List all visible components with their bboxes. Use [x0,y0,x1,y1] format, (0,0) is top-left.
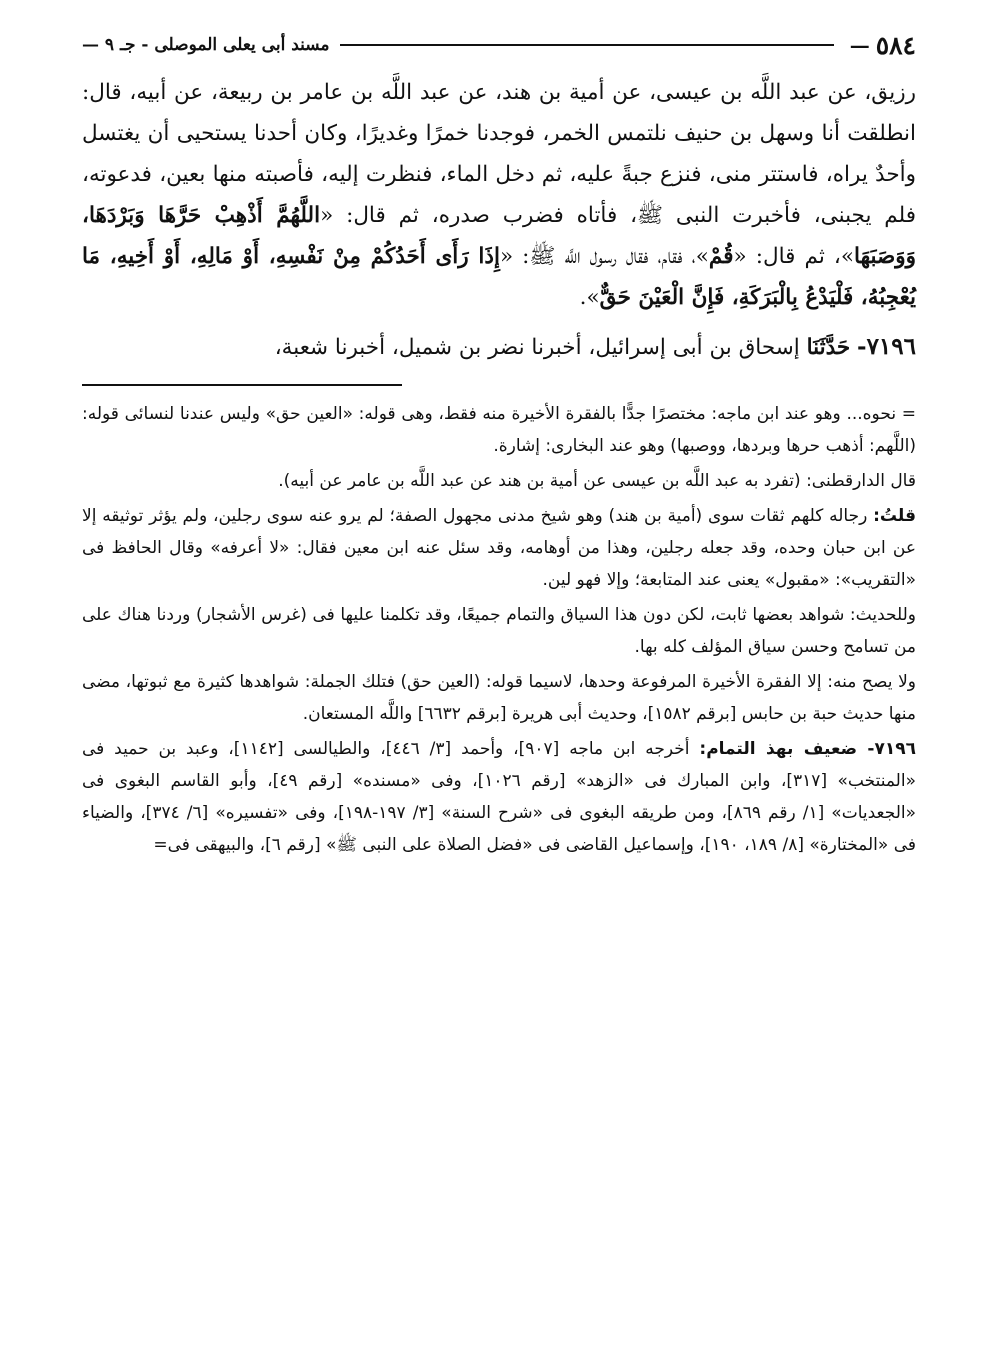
hadith-paragraph [82,72,916,318]
hadith-number: ٧١٩٦- [857,333,916,360]
header-rule [340,44,834,46]
footnote-text: رجاله كلهم ثقات سوى (أمية بن هند) وهو شيخ مدنى مجهول الصفة؛ لم يرو عنه سوى رجلين، ولم يؤثر توثيقه إلا عن ابن حبان وحده، وقد جعله رجلين، وهذا من أوهامه، وقد سئل عنه ابن معين فقال: «لا أعرفه» وقال الحافظ فى «التقريب»: «مقبول» يعنى عند المتابعة؛ وإلا فهو لين. [82,506,916,590]
header-dash: — [849,33,870,57]
hadith-start [82,326,916,368]
prophetic-saying: إِذَا رَأَى أَحَدُكُمْ مِنْ نَفْسِهِ، أَوْ مَالِهِ، أَوْ أَخِيهِ، مَا يُعْجِبُهُ، فَلْيَدْعُ بِالْبَرَكَةِ، فَإِنَّ الْعَيْنَ حَقٌّ [82,244,916,310]
narration-text: رزيق، عن عبد اللَّه بن عيسى، عن أمية بن هند، عن عبد اللَّه بن عامر بن ربيعة، عن أبيه، قال: انطلقت أنا وسهل بن حنيف نلتمس الخمر، فوجدنا خمرًا وغديرًا، وكان أحدنا يستحيى أن يغتسل وأحدٌ يراه، فاستتر منى، فنزع جبةً عليه، ثم دخل الماء، فنظرت إليه، فأصبته منها بعين، فدعوته، فلم يجبنى، فأخبرت النبى ﷺ، فأتاه فضرب صدره، ثم قال: « [82,80,916,228]
book-title: مسند أبى يعلى الموصلى - جـ ٩ — [82,35,330,55]
narration-text: »، فقام، فقال رسول اللَّه ﷺ: « [499,244,709,269]
qum-text: قُمْ [708,244,734,269]
footnotes [82,398,916,861]
footnote-paragraph: قال الدارقطنى: (تفرد به عبد اللَّه بن عيسى عن أمية بن هند عن عبد اللَّه بن عامر عن أبيه). [278,471,916,491]
footnote-paragraph: ولا يصح منه: إلا الفقرة الأخيرة المرفوعة وحدها، لاسيما قوله: (العين حق) فتلك الجملة: شواهدها كثيرة مع ثبوتها، مضى منها حديث حبة بن حابس [برقم ١٥٨٢]، وحديث أبى هريرة [برقم ٦٦٣٢] واللَّه المستعان. [82,672,916,724]
page-number: ٥٨٤ [875,30,916,60]
footnote-paragraph: = نحوه... وهو عند ابن ماجه: مختصرًا جدًّا بالفقرة الأخيرة منه فقط، وهى قوله: «العين حق» وليس عندنا لنسائى قوله: (اللَّهم: أذهب حرها وبردها، ووصبها) وهو عند البخارى: إشارة. [82,404,916,456]
isnad-text: إسحاق بن أبى إسرائيل، أخبرنا نضر بن شميل، أخبرنا شعبة، [274,335,800,360]
footnote-text: أخرجه ابن ماجه [٩٠٧]، وأحمد [٣/ ٤٤٦]، والطيالسى [١١٤٢]، وعبد بن حميد فى «المنتخب» [٣١٧]، وابن المبارك فى «الزهد» [رقم ١٠٢٦]، وفى «مسنده» [رقم ٤٩]، وأبو القاسم البغوى فى «الجعديات» [١/ رقم ٨٦٩]، ومن طريقه البغوى فى «شرح السنة» [٣/ ١٩٧-١٩٨]، وفى «تفسيره» [٦/ ٣٧٤]، والضياء فى «المختارة» [٨/ ١٨٩، ١٩٠]، وإسماعيل القاضى فى «فضل الصلاة على النبى ﷺ» [رقم ٦]، والبيهقى فى= [82,739,917,855]
footnote-paragraph [82,733,916,861]
footnote-separator [82,384,402,386]
dua-text: اللَّهُمَّ أَذْهِبْ حَرَّهَا وَبَرْدَهَا، وَوَصَبَهَا [82,203,916,269]
footnote-label: ٧١٩٦- ضعيف بهذ التمام: [699,739,916,759]
narration-text: »، ثم قال: « [733,244,855,269]
haddathana: حَدَّثَنَا [806,335,851,360]
footnote-paragraph: وللحديث: شواهد بعضها ثابت، لكن دون هذا السياق والتمام جميعًا، وقد تكلمنا عليها فى (غرس الأشجار) وردنا هناك على من تسامح وحسن سياق المؤلف كله بها. [82,605,916,657]
footnote-paragraph [82,500,916,596]
narration-end: ». [579,285,600,310]
book-page [82,26,916,864]
main-text [82,72,916,368]
running-header [82,26,916,64]
footnote-label: قلتُ: [873,506,916,526]
